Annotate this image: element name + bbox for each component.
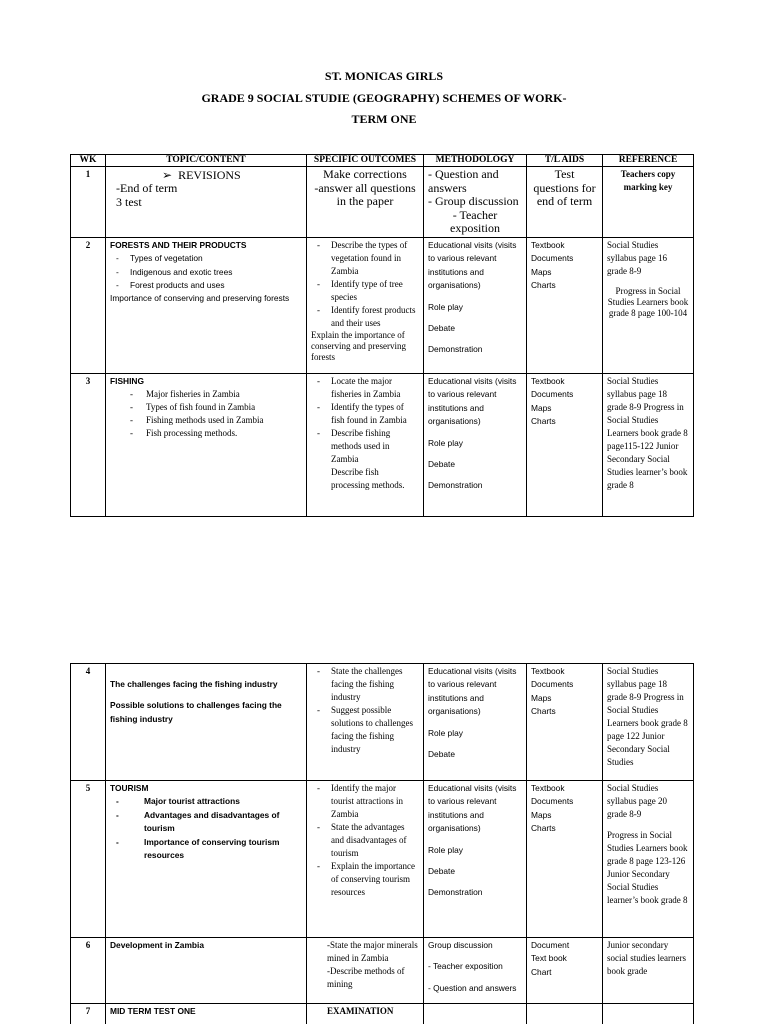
method-line: Debate [428, 323, 456, 333]
aid-line: Maps [531, 402, 552, 413]
reference-cell: Social Studies syllabus page 18 grade 8-9 Progress in Social Studies Learners book grade 8 page 122 Junior Secondary Social Studies [603, 664, 694, 781]
topic-line: -End of term [116, 181, 178, 195]
reference-cell [603, 781, 694, 938]
aid-line: Test [554, 167, 575, 181]
table-row [71, 938, 694, 1004]
aid-line: Text book [531, 953, 567, 964]
method-line: Debate [428, 866, 456, 877]
reference-line: Social Studies syllabus page 16 grade 8-9 [607, 239, 667, 276]
topic-cell [106, 167, 307, 238]
reference-cell: Teachers copy marking key [603, 167, 694, 238]
method-line: Debate [428, 749, 456, 760]
topic-item: - Indigenous and exotic trees [110, 266, 302, 279]
col-wk: WK [71, 155, 106, 167]
week-number: 7 [71, 1004, 106, 1024]
methodology-cell [424, 167, 527, 238]
aid-line: Charts [531, 823, 556, 834]
method-line: - Question and answers [428, 982, 517, 993]
methodology-cell [424, 237, 527, 373]
method-line: Role play [428, 844, 463, 855]
outcome-extra: Explain the importance of conserving and preserving forests [311, 329, 406, 362]
method-line: - Teacher [452, 207, 498, 222]
method-line: Demonstration [428, 887, 483, 898]
outcome-extra: Describe fish processing methods. [331, 466, 405, 490]
reference-cell [603, 237, 694, 373]
aid-line: Maps [531, 809, 552, 820]
outcome-item: - Describe the types of vegetation found in Zambia [311, 239, 419, 278]
method-line: Demonstration [428, 344, 483, 355]
outcome-item: - Identify the major tourist attractions in Zambia [311, 782, 419, 821]
aid-line: Documents [531, 253, 574, 264]
document-title: GRADE 9 SOCIAL STUDIE (GEOGRAPHY) SCHEMES OF WORK- [201, 91, 567, 105]
aids-cell [527, 237, 603, 373]
outcomes-cell: EXAMINATION [307, 1004, 424, 1024]
topic-cell [106, 664, 307, 781]
reference-line: Progress in Social Studies Learners book grade 8 page 123-126 Junior Secondary Social Studies learner’s book grade 8 [607, 830, 688, 905]
outcome-item: - Identify type of tree species [311, 278, 419, 304]
outcomes-cell [307, 167, 424, 238]
topic-cell [106, 237, 307, 373]
method-line: exposition [450, 221, 500, 236]
school-name: ST. MONICAS GIRLS [324, 69, 444, 83]
col-aids: T/L AIDS [527, 155, 603, 167]
methodology-cell [424, 781, 527, 938]
aids-cell [527, 167, 603, 238]
outcome-item: - Locate the major fisheries in Zambia [311, 375, 419, 401]
outcomes-cell [307, 237, 424, 373]
outcomes-cell [307, 373, 424, 516]
outcome-item: - State the challenges facing the fishing industry [311, 665, 419, 704]
aid-line: Charts [531, 416, 556, 427]
topic-title: FORESTS AND THEIR PRODUCTS [110, 239, 247, 250]
aid-line: Textbook [531, 375, 565, 386]
topic-item: - Major fisheries in Zambia [110, 388, 302, 401]
topic-title: The challenges facing the fishing industry [110, 679, 278, 689]
aid-line: Textbook [531, 666, 565, 676]
table-header-row [71, 155, 694, 167]
method-line: Educational visits (visits to various relevant institutions and organisations) [428, 239, 517, 291]
outcome-item: - Explain the importance of conserving tourism resources [311, 860, 419, 899]
topic-title: MID TERM TEST ONE [106, 1004, 307, 1024]
methodology-cell [424, 938, 527, 1004]
aid-line: end of term [536, 194, 593, 209]
week-number: 4 [71, 664, 106, 781]
methodology-cell [424, 664, 527, 781]
outcome-item: - State the advantages and disadvantages of tourism [311, 821, 419, 860]
col-topic: TOPIC/CONTENT [106, 155, 307, 167]
week-number: 1 [71, 167, 106, 238]
method-line: Educational visits (visits to various relevant institutions and organisations) [428, 783, 517, 834]
table-row [71, 664, 694, 781]
method-line: Role play [428, 437, 463, 448]
outcomes-cell [307, 664, 424, 781]
method-line: - Teacher exposition [428, 961, 503, 972]
outcomes-cell [307, 938, 424, 1004]
aid-line: Documents [531, 796, 574, 807]
method-line: Role play [428, 727, 463, 738]
col-reference: REFERENCE [603, 155, 694, 167]
method-line: - Question and [428, 167, 499, 181]
aid-line: Documents [531, 389, 574, 400]
topic-item: - Types of fish found in Zambia [110, 401, 302, 414]
topic-title: REVISIONS [178, 168, 241, 182]
topic-cell [106, 781, 307, 938]
table-row [71, 237, 694, 373]
aids-cell [527, 664, 603, 781]
topic-item: - Fishing methods used in Zambia [110, 414, 302, 427]
reference-cell: Social Studies syllabus page 18 grade 8-9 Progress in Social Studies Learners book grade 8 page115-122 Junior Secondary Social Studies learner’s book grade 8 [603, 373, 694, 516]
reference-line: Social Studies syllabus page 20 grade 8-9 [607, 783, 667, 819]
topic-item: - Fish processing methods. [110, 427, 302, 440]
aid-line: Textbook [531, 783, 565, 793]
outcome-item: - Identify forest products and their uses [311, 304, 419, 330]
aid-line: Maps [531, 266, 552, 277]
topic-title: Development in Zambia [106, 938, 307, 1004]
outcome-line: -answer all questions [314, 180, 416, 195]
week-number: 3 [71, 373, 106, 516]
topic-title: FISHING [110, 375, 144, 386]
method-line: Educational visits (visits to various relevant institutions and organisations) [428, 666, 517, 717]
outcome-item: - Describe fishing methods used in Zambia [311, 427, 419, 466]
aid-line: Charts [531, 706, 556, 717]
method-line: Educational visits (visits to various relevant institutions and organisations) [428, 375, 517, 427]
topic-extra: Importance of conserving and preserving forests [110, 292, 290, 303]
week-number: 2 [71, 237, 106, 373]
method-line: Debate [428, 459, 456, 469]
schemes-table-part-2 [70, 663, 694, 1024]
aid-line: Maps [531, 692, 552, 703]
method-line: Demonstration [428, 480, 483, 491]
method-line: Role play [428, 301, 463, 312]
method-line: answers [428, 180, 467, 195]
aid-line: Textbook [531, 239, 565, 250]
reference-cell [603, 1004, 694, 1024]
topic-item: - Forest products and uses [110, 279, 302, 292]
outcome-line: -Describe methods of mining [327, 966, 405, 989]
aids-cell [527, 373, 603, 516]
schemes-table-part-1 [70, 154, 694, 517]
reference-line: Progress in Social Studies Learners book grade 8 page 100-104 [607, 285, 689, 318]
topic-line: 3 test [116, 194, 142, 209]
topic-item: - Major tourist attractions [110, 795, 302, 808]
table-row [71, 167, 694, 238]
aid-line: Chart [531, 966, 552, 977]
outcome-item: - Identify the types of fish found in Zambia [311, 401, 419, 427]
term-label: TERM ONE [351, 112, 417, 126]
aids-cell [527, 1004, 603, 1024]
aid-line: Document [531, 940, 570, 950]
table-row [71, 1004, 694, 1024]
col-methodology: METHODOLOGY [424, 155, 527, 167]
col-outcomes: SPECIFIC OUTCOMES [307, 155, 424, 167]
topic-item: - Importance of conserving tourism resources [110, 836, 302, 863]
outcomes-cell [307, 781, 424, 938]
reference-cell: Junior secondary social studies learners book grade [603, 938, 694, 1004]
aid-line: Charts [531, 280, 556, 291]
table-row [71, 781, 694, 938]
methodology-cell [424, 373, 527, 516]
method-line: - Group discussion [428, 194, 519, 209]
topic-item: - Types of vegetation [110, 252, 302, 265]
method-line: Group discussion [428, 940, 493, 950]
aids-cell [527, 938, 603, 1004]
topic-title: Possible solutions to challenges facing the fishing industry [110, 700, 282, 724]
aid-line: questions for [533, 180, 596, 195]
outcome-item: - Suggest possible solutions to challenges facing the fishing industry [311, 704, 419, 756]
topic-item: - Advantages and disadvantages of tourism [110, 809, 302, 836]
week-number: 5 [71, 781, 106, 938]
outcome-line: Make corrections [323, 167, 407, 181]
topic-cell [106, 373, 307, 516]
table-row [71, 373, 694, 516]
methodology-cell [424, 1004, 527, 1024]
arrow-bullet-icon: ➢ [162, 168, 173, 182]
aids-cell [527, 781, 603, 938]
week-number: 6 [71, 938, 106, 1004]
topic-title: TOURISM [110, 783, 149, 793]
outcome-line: -State the major minerals mined in Zambia [327, 940, 418, 963]
outcome-line: in the paper [336, 194, 394, 209]
aid-line: Documents [531, 679, 574, 690]
